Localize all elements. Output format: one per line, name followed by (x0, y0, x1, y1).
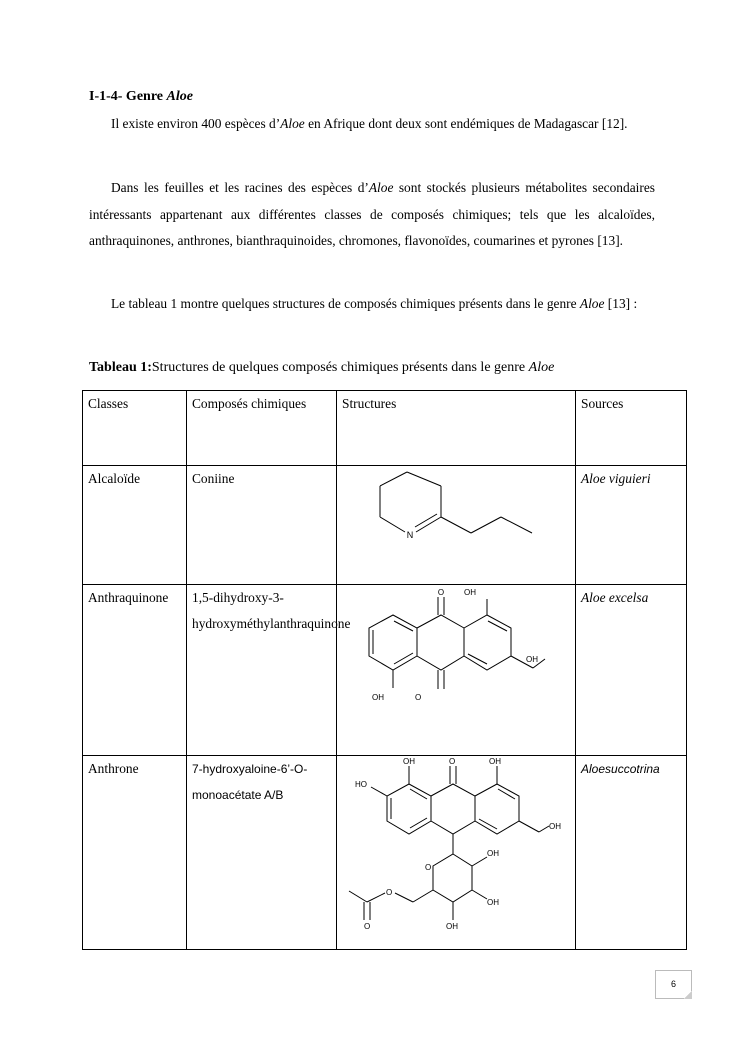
hydroxyl-label: OH (487, 849, 499, 858)
paragraph-1: Il existe environ 400 espèces d’Aloe en Afrique dont deux sont endémiques de Madagascar [12]. (111, 116, 628, 131)
paragraph-3: Le tableau 1 montre quelques structures de composés chimiques présents dans le genre Aloe [13] : (111, 296, 638, 311)
oxygen-label: O (415, 693, 422, 702)
cell-compound: 7-hydroxyaloine-6’-O-monoacétate A/B (187, 756, 337, 950)
header-compounds: Composés chimiques (187, 391, 337, 466)
oxygen-label: O (386, 888, 393, 897)
table-row-anthrone (83, 756, 687, 950)
cell-structure (337, 585, 576, 756)
cell-source: Aloe excelsa (576, 585, 687, 756)
hydroxyl-label: OH (464, 588, 476, 597)
table-row-alkaloid (83, 466, 687, 585)
hydroxyl-label: OH (549, 822, 561, 831)
cell-class: Anthrone (83, 756, 187, 950)
cell-structure (337, 466, 576, 585)
oxygen-label: O (437, 588, 445, 597)
cell-source: Aloesuccotrina (576, 756, 687, 950)
anthraquinone-structure-image (337, 585, 576, 746)
oxygen-label: O (449, 757, 456, 766)
hydroxyl-label: OH (446, 922, 458, 931)
hydroxyl-label: OH (487, 898, 499, 907)
hydroxyl-label: OH (489, 757, 501, 766)
cell-compound: 1,5-dihydroxy-3-hydroxyméthylanthraquinone (187, 585, 337, 756)
nitrogen-label: N (406, 530, 414, 540)
hydroxyl-label: OH (403, 757, 415, 766)
cell-structure (337, 756, 576, 950)
page-number: 6 (655, 970, 692, 999)
cell-class: Alcaloïde (83, 466, 187, 585)
table-row-anthraquinone (83, 585, 687, 756)
table-caption: Tableau 1:Structures de quelques composés chimiques présents dans le genre Aloe (89, 360, 555, 375)
cell-class: Anthraquinone (83, 585, 187, 756)
oxygen-label: O (425, 863, 432, 872)
coniine-structure-image (337, 466, 576, 575)
hydroxyl-label: HO (355, 780, 367, 789)
anthrone-structure-image (337, 756, 576, 940)
hydroxyl-label: OH (526, 655, 538, 664)
hydroxyl-label: OH (372, 693, 384, 702)
cell-compound: Coniine (187, 466, 337, 585)
header-classes: Classes (83, 391, 187, 466)
header-sources: Sources (576, 391, 687, 466)
section-heading: I-1-4- Genre Aloe (89, 89, 193, 104)
oxygen-label: O (364, 922, 371, 931)
cell-source: Aloe viguieri (576, 466, 687, 585)
compounds-table (82, 390, 687, 950)
table-header-row (83, 391, 687, 466)
header-structures: Structures (337, 391, 576, 466)
paragraph-2: Dans les feuilles et les racines des espèces d’Aloe sont stockés plusieurs métabolites secondaires intéressants appartenant aux différentes classes de composés chimiques; tels que les alcaloïdes, anthraquinones, anthrones, bianthraquinoides, chromones, flavonoïdes, coumarines et pyrones [13]. (89, 180, 655, 248)
